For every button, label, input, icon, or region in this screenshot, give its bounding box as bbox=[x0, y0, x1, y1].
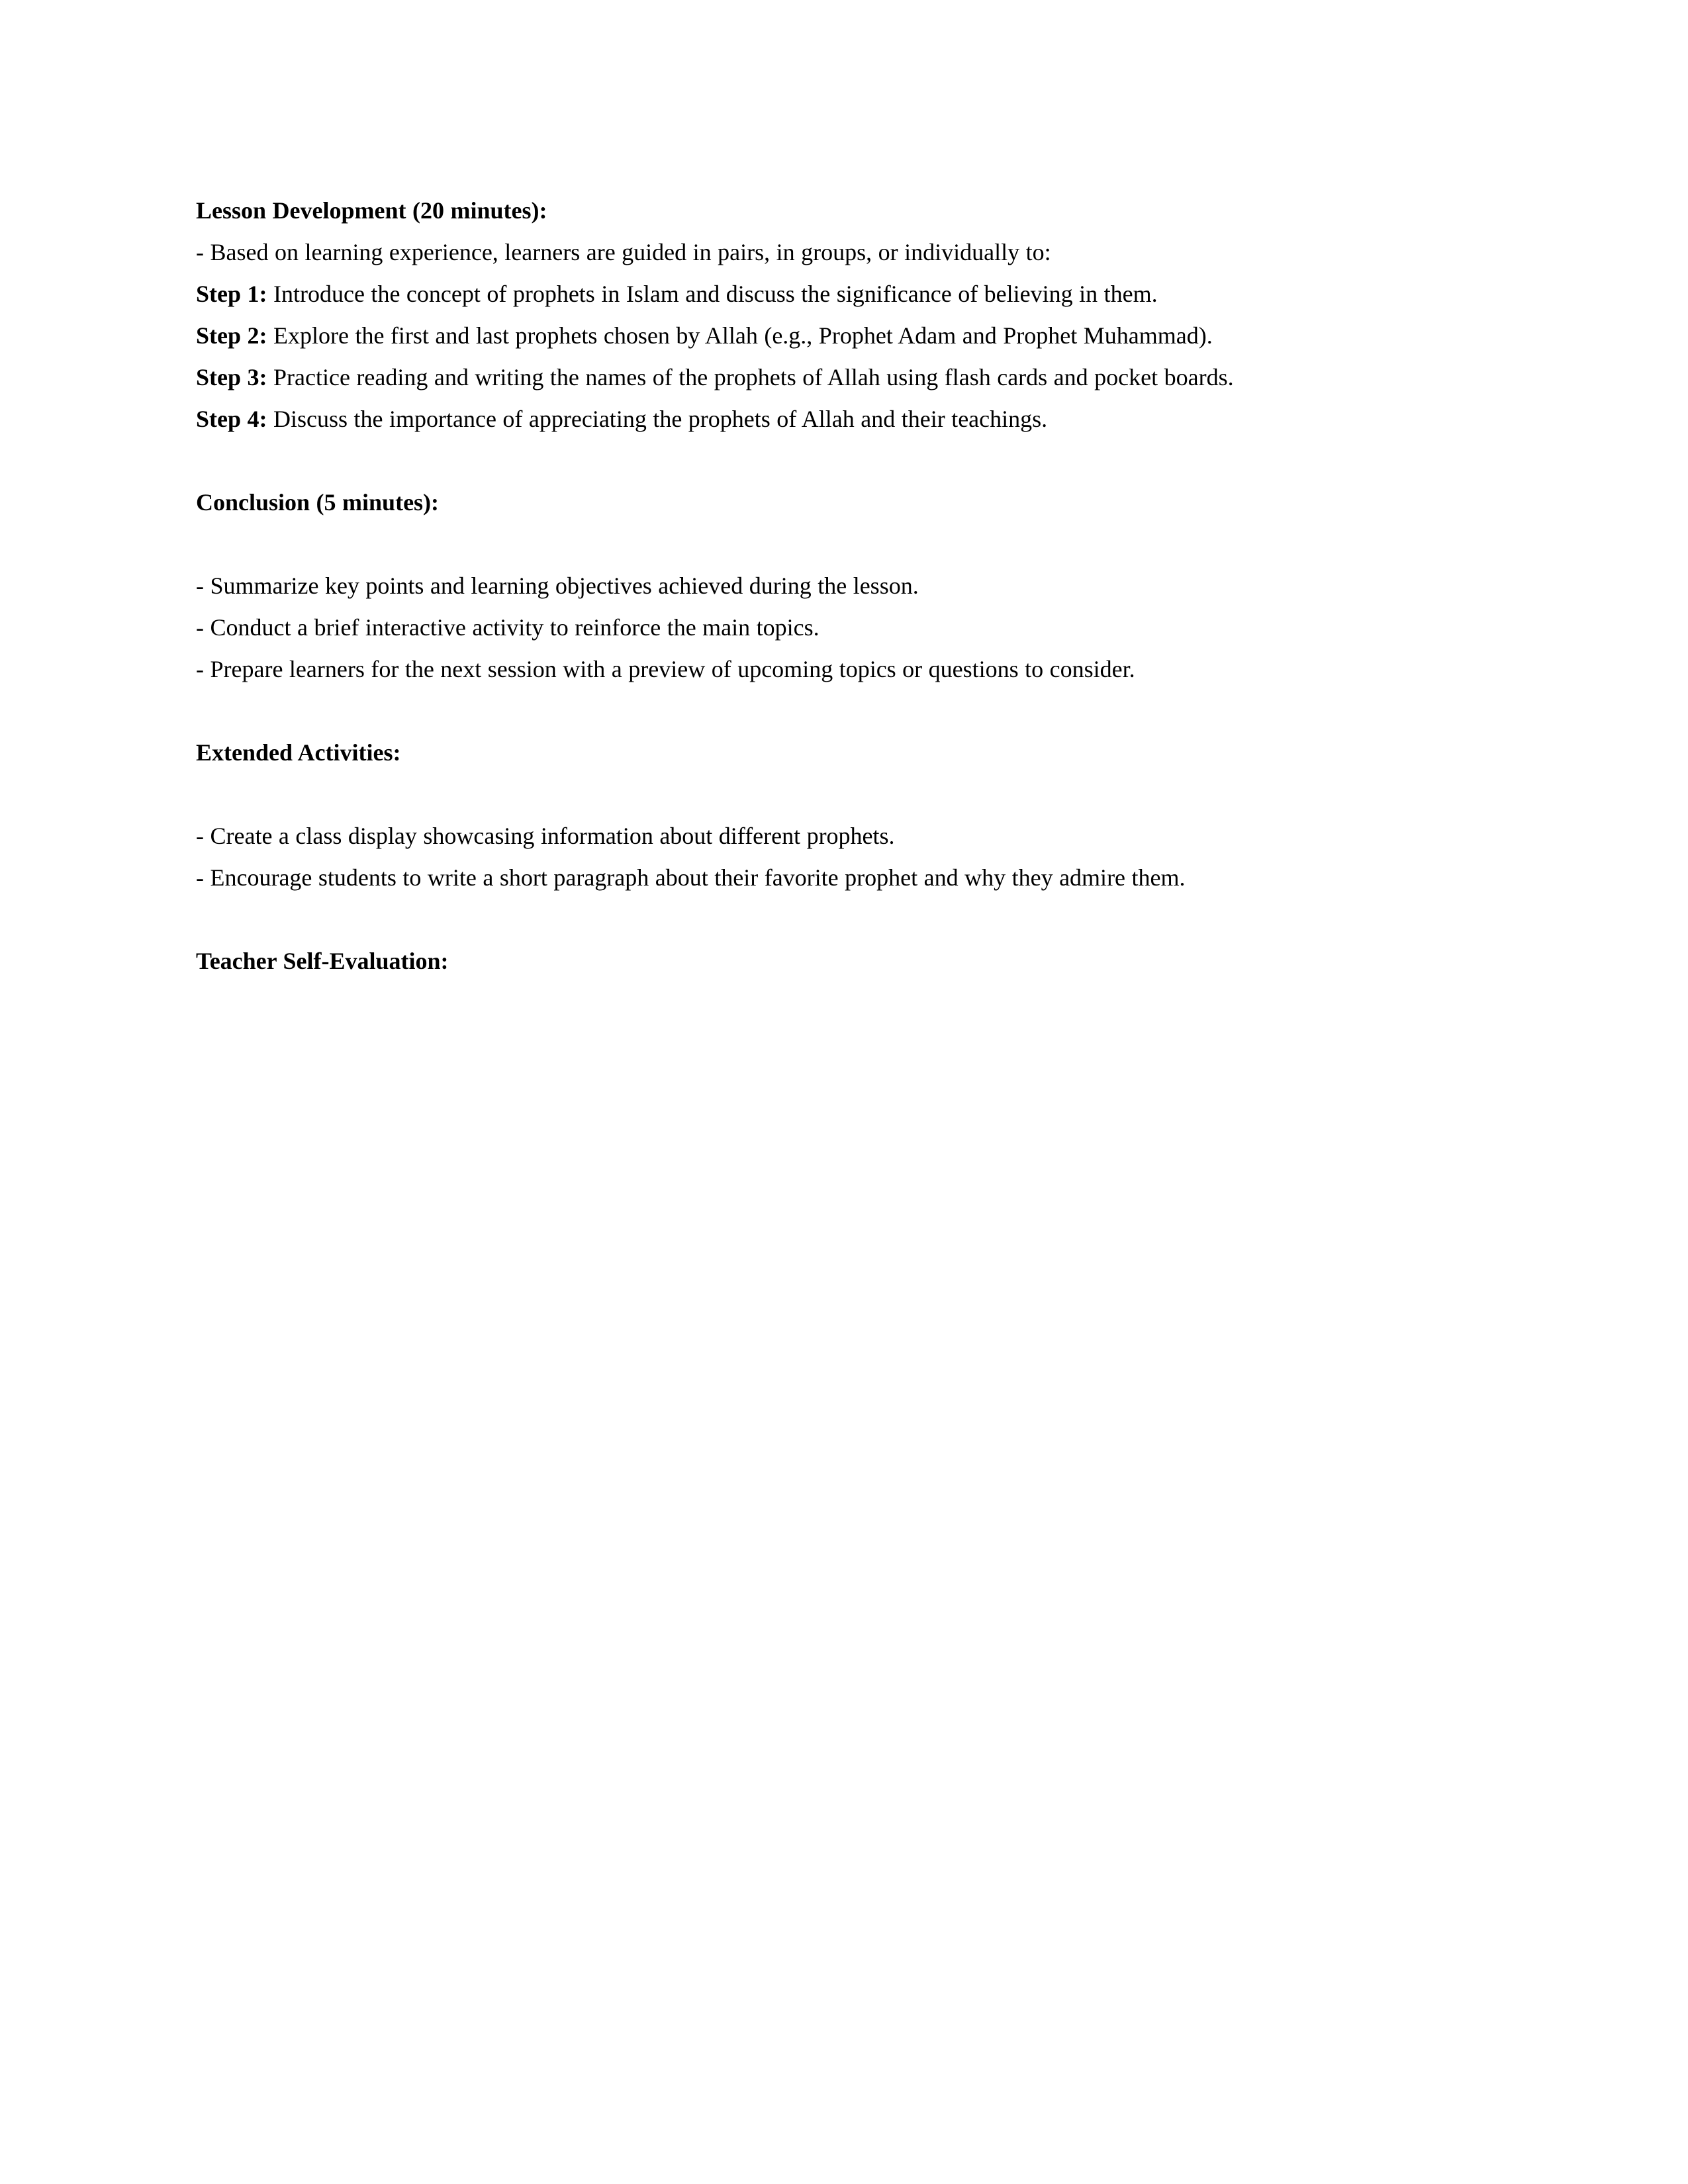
conclusion-item-1: - Summarize key points and learning objectives achieved during the lesson. bbox=[196, 572, 919, 599]
step-3-paragraph bbox=[196, 357, 1480, 398]
step-2-text: Explore the first and last prophets chosen by Allah (e.g., Prophet Adam and Prophet Muhammad). bbox=[267, 322, 1213, 349]
spacer-before-teacher-self-evaluation bbox=[196, 899, 1480, 940]
step-1-text: Introduce the concept of prophets in Islam and discuss the significance of believing in them. bbox=[267, 281, 1158, 307]
step-4-paragraph bbox=[196, 398, 1480, 440]
extended-activity-1: - Create a class display showcasing information about different prophets. bbox=[196, 823, 895, 849]
extended-activities-heading: Extended Activities: bbox=[196, 739, 401, 766]
conclusion-item-3: - Prepare learners for the next session with a preview of upcoming topics or questions to consider. bbox=[196, 656, 1135, 682]
extended-activity-2: - Encourage students to write a short paragraph about their favorite prophet and why they admire them. bbox=[196, 864, 1186, 891]
lesson-development-intro: - Based on learning experience, learners are guided in pairs, in groups, or individually to: bbox=[196, 239, 1051, 265]
step-2-paragraph bbox=[196, 315, 1480, 357]
step-3-text: Practice reading and writing the names of the prophets of Allah using flash cards and pocket boards. bbox=[267, 364, 1234, 390]
step-4-text: Discuss the importance of appreciating the prophets of Allah and their teachings. bbox=[267, 406, 1048, 432]
spacer-before-conclusion bbox=[196, 440, 1480, 482]
spacer-before-extended-activities bbox=[196, 690, 1480, 732]
step-1-paragraph bbox=[196, 273, 1480, 315]
lesson-development-heading: Lesson Development (20 minutes): bbox=[196, 197, 547, 224]
conclusion-heading: Conclusion (5 minutes): bbox=[196, 489, 440, 516]
step-2-label: Step 2: bbox=[196, 322, 267, 349]
teacher-self-evaluation-heading: Teacher Self-Evaluation: bbox=[196, 948, 449, 974]
step-1-label: Step 1: bbox=[196, 281, 267, 307]
step-3-label: Step 3: bbox=[196, 364, 267, 390]
document-text-body bbox=[196, 190, 1480, 982]
step-4-label: Step 4: bbox=[196, 406, 267, 432]
spacer-after-conclusion-heading bbox=[196, 523, 1480, 565]
spacer-after-extended-activities-heading bbox=[196, 774, 1480, 815]
conclusion-item-2: - Conduct a brief interactive activity to reinforce the main topics. bbox=[196, 614, 820, 641]
